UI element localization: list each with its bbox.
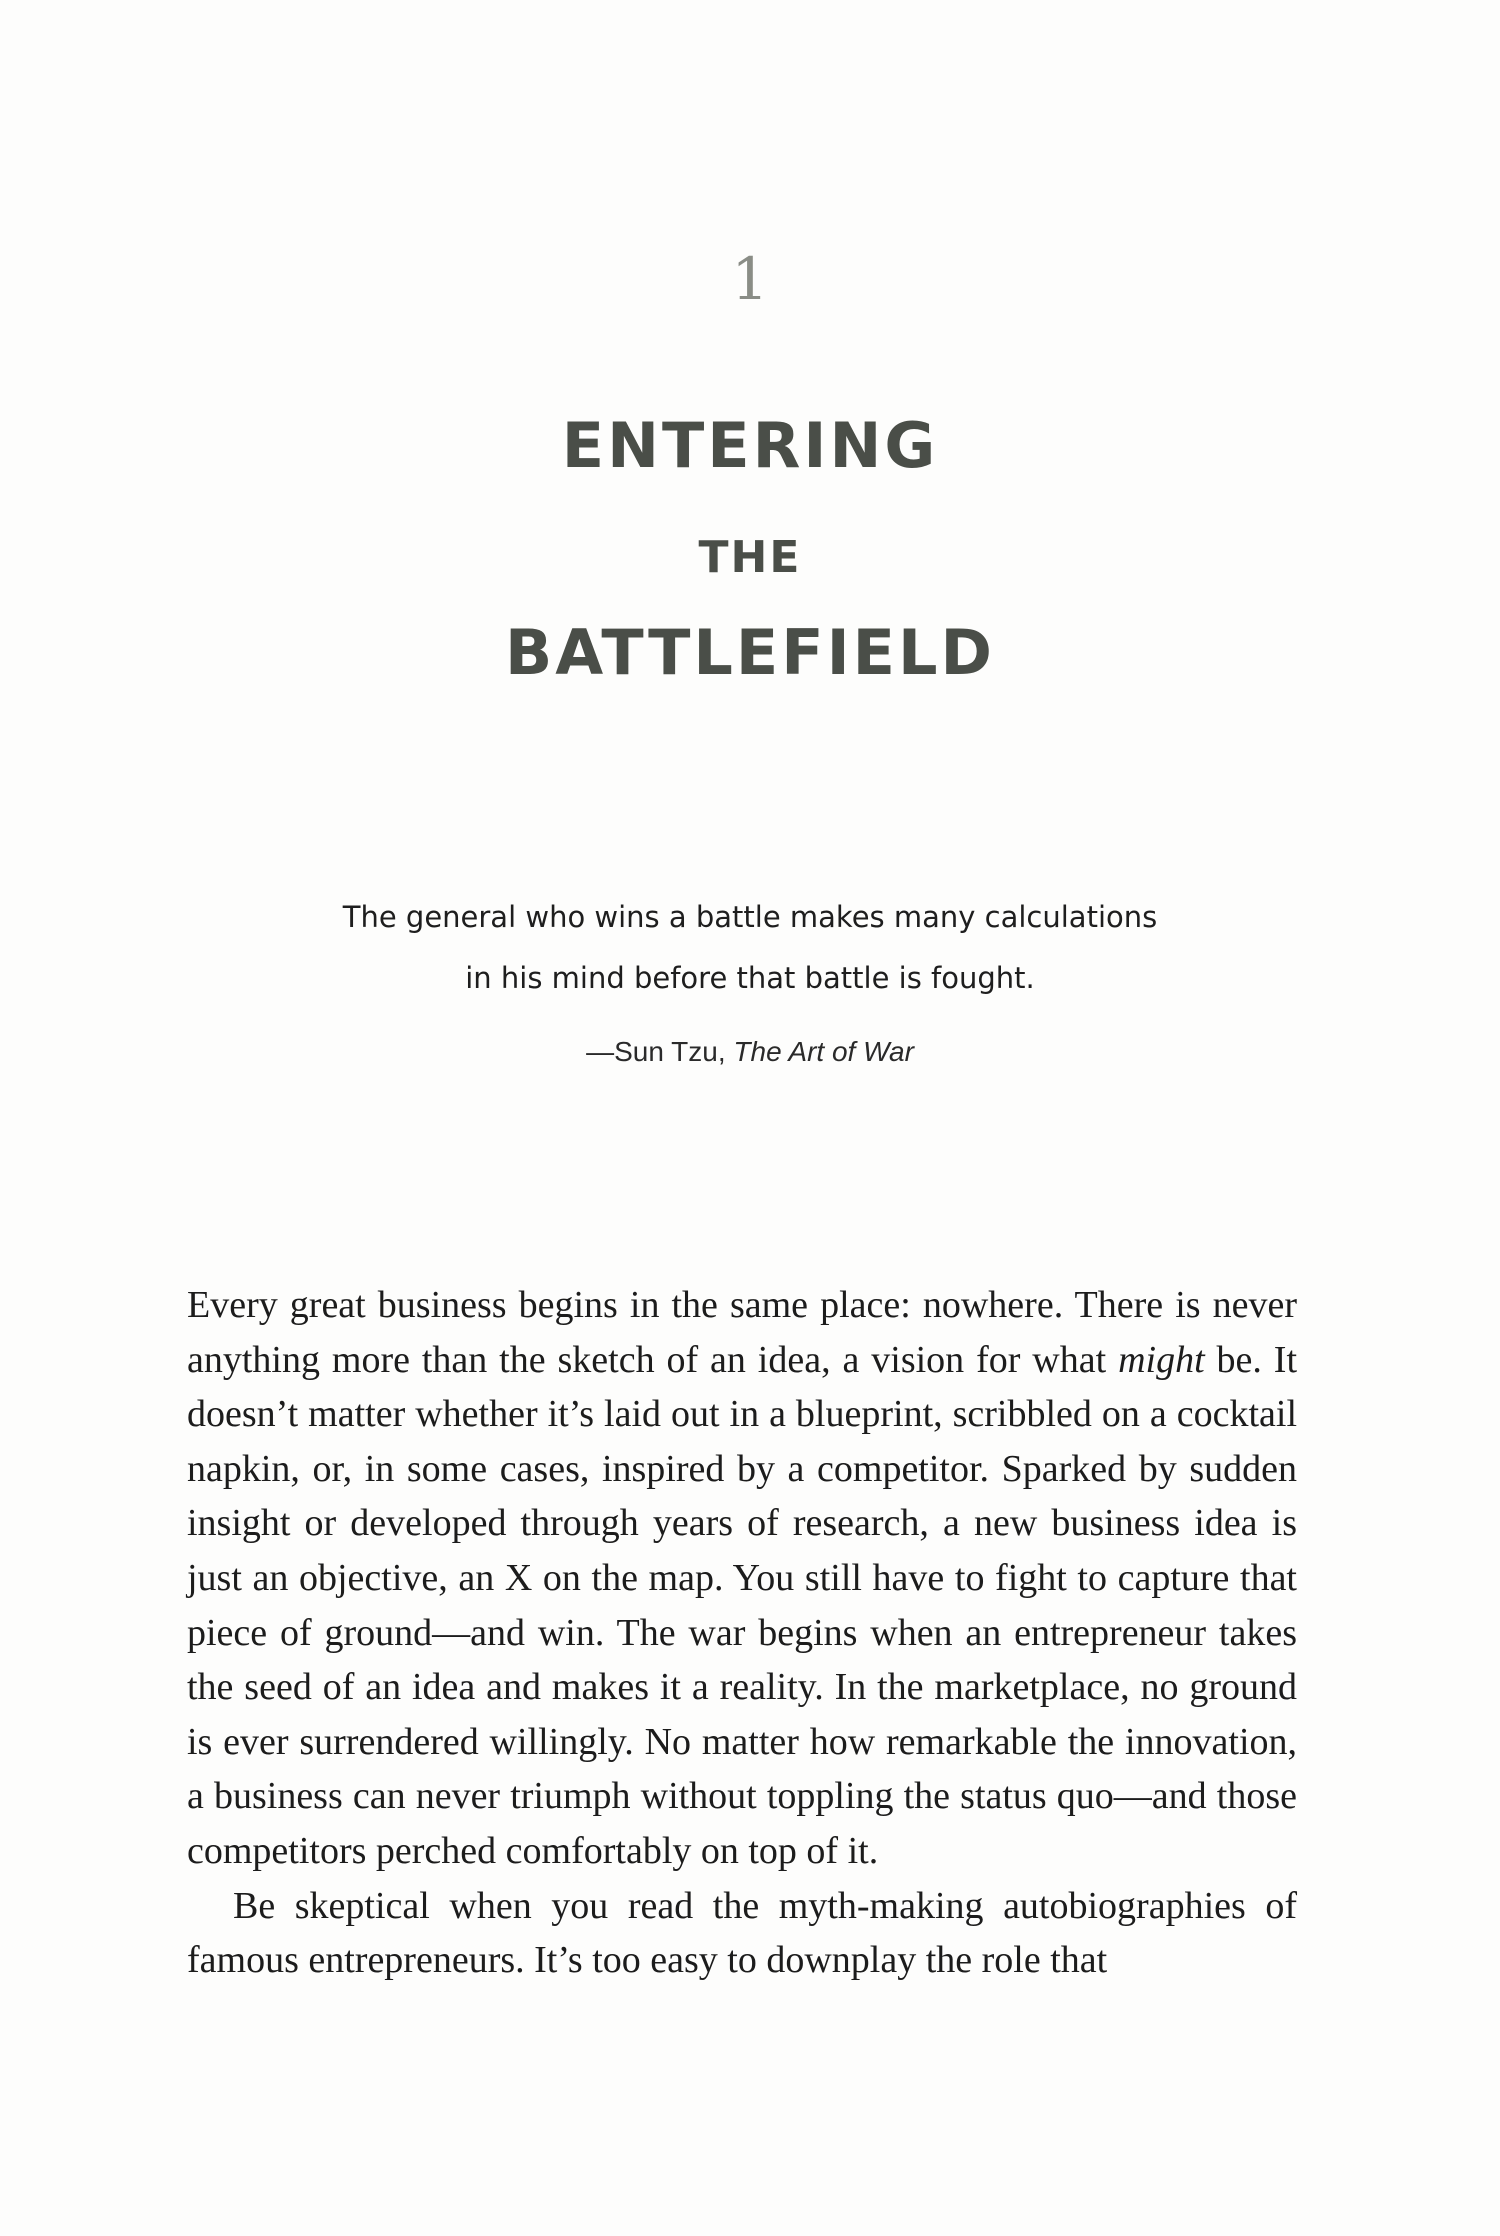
paragraph-1-text-b: be. It doesn’t matter whether it’s laid out in a blueprint, scribbled on a cocktail napkin, or, in some cases, inspired by a competitor. Sparked by sudden insight or developed through years of research, a new business idea is just an objective, an X on the map. You still have to fight to capture that piece of ground—and win. The war begins when an entrepreneur takes the seed of an idea and makes it a reality. In the marketplace, no ground is ever surrendered willingly. No matter how remarkable the innovation, a business can never triumph without toppling the status quo—and those competitors perched comfortably on top of it. bbox=[187, 1338, 1298, 1872]
chapter-number: 1 bbox=[731, 245, 769, 313]
epigraph-line-2: in his mind before that battle is fought. bbox=[465, 961, 1035, 995]
attribution-author: —Sun Tzu, bbox=[586, 1036, 734, 1067]
chapter-title-line-1: ENTERING bbox=[561, 409, 939, 482]
body-text bbox=[187, 1278, 1297, 1988]
chapter-title-line-3: BATTLEFIELD bbox=[504, 616, 996, 689]
attribution-work: The Art of War bbox=[733, 1036, 914, 1067]
body-paragraph-1 bbox=[187, 1278, 1297, 1879]
epigraph-attribution bbox=[0, 1036, 1500, 1068]
body-paragraph-2: Be skeptical when you read the myth-making autobiographies of famous entrepreneurs. It’s too easy to downplay the role that bbox=[187, 1884, 1297, 1982]
paragraph-1-text-a: Every great business begins in the same place: nowhere. There is never anything more than the sketch of an idea, a vision for what bbox=[187, 1284, 1297, 1381]
epigraph-line-1: The general who wins a battle makes many calculations bbox=[342, 900, 1158, 934]
paragraph-1-emphasis: might bbox=[1118, 1338, 1205, 1381]
chapter-title-line-2: THE bbox=[698, 532, 802, 583]
